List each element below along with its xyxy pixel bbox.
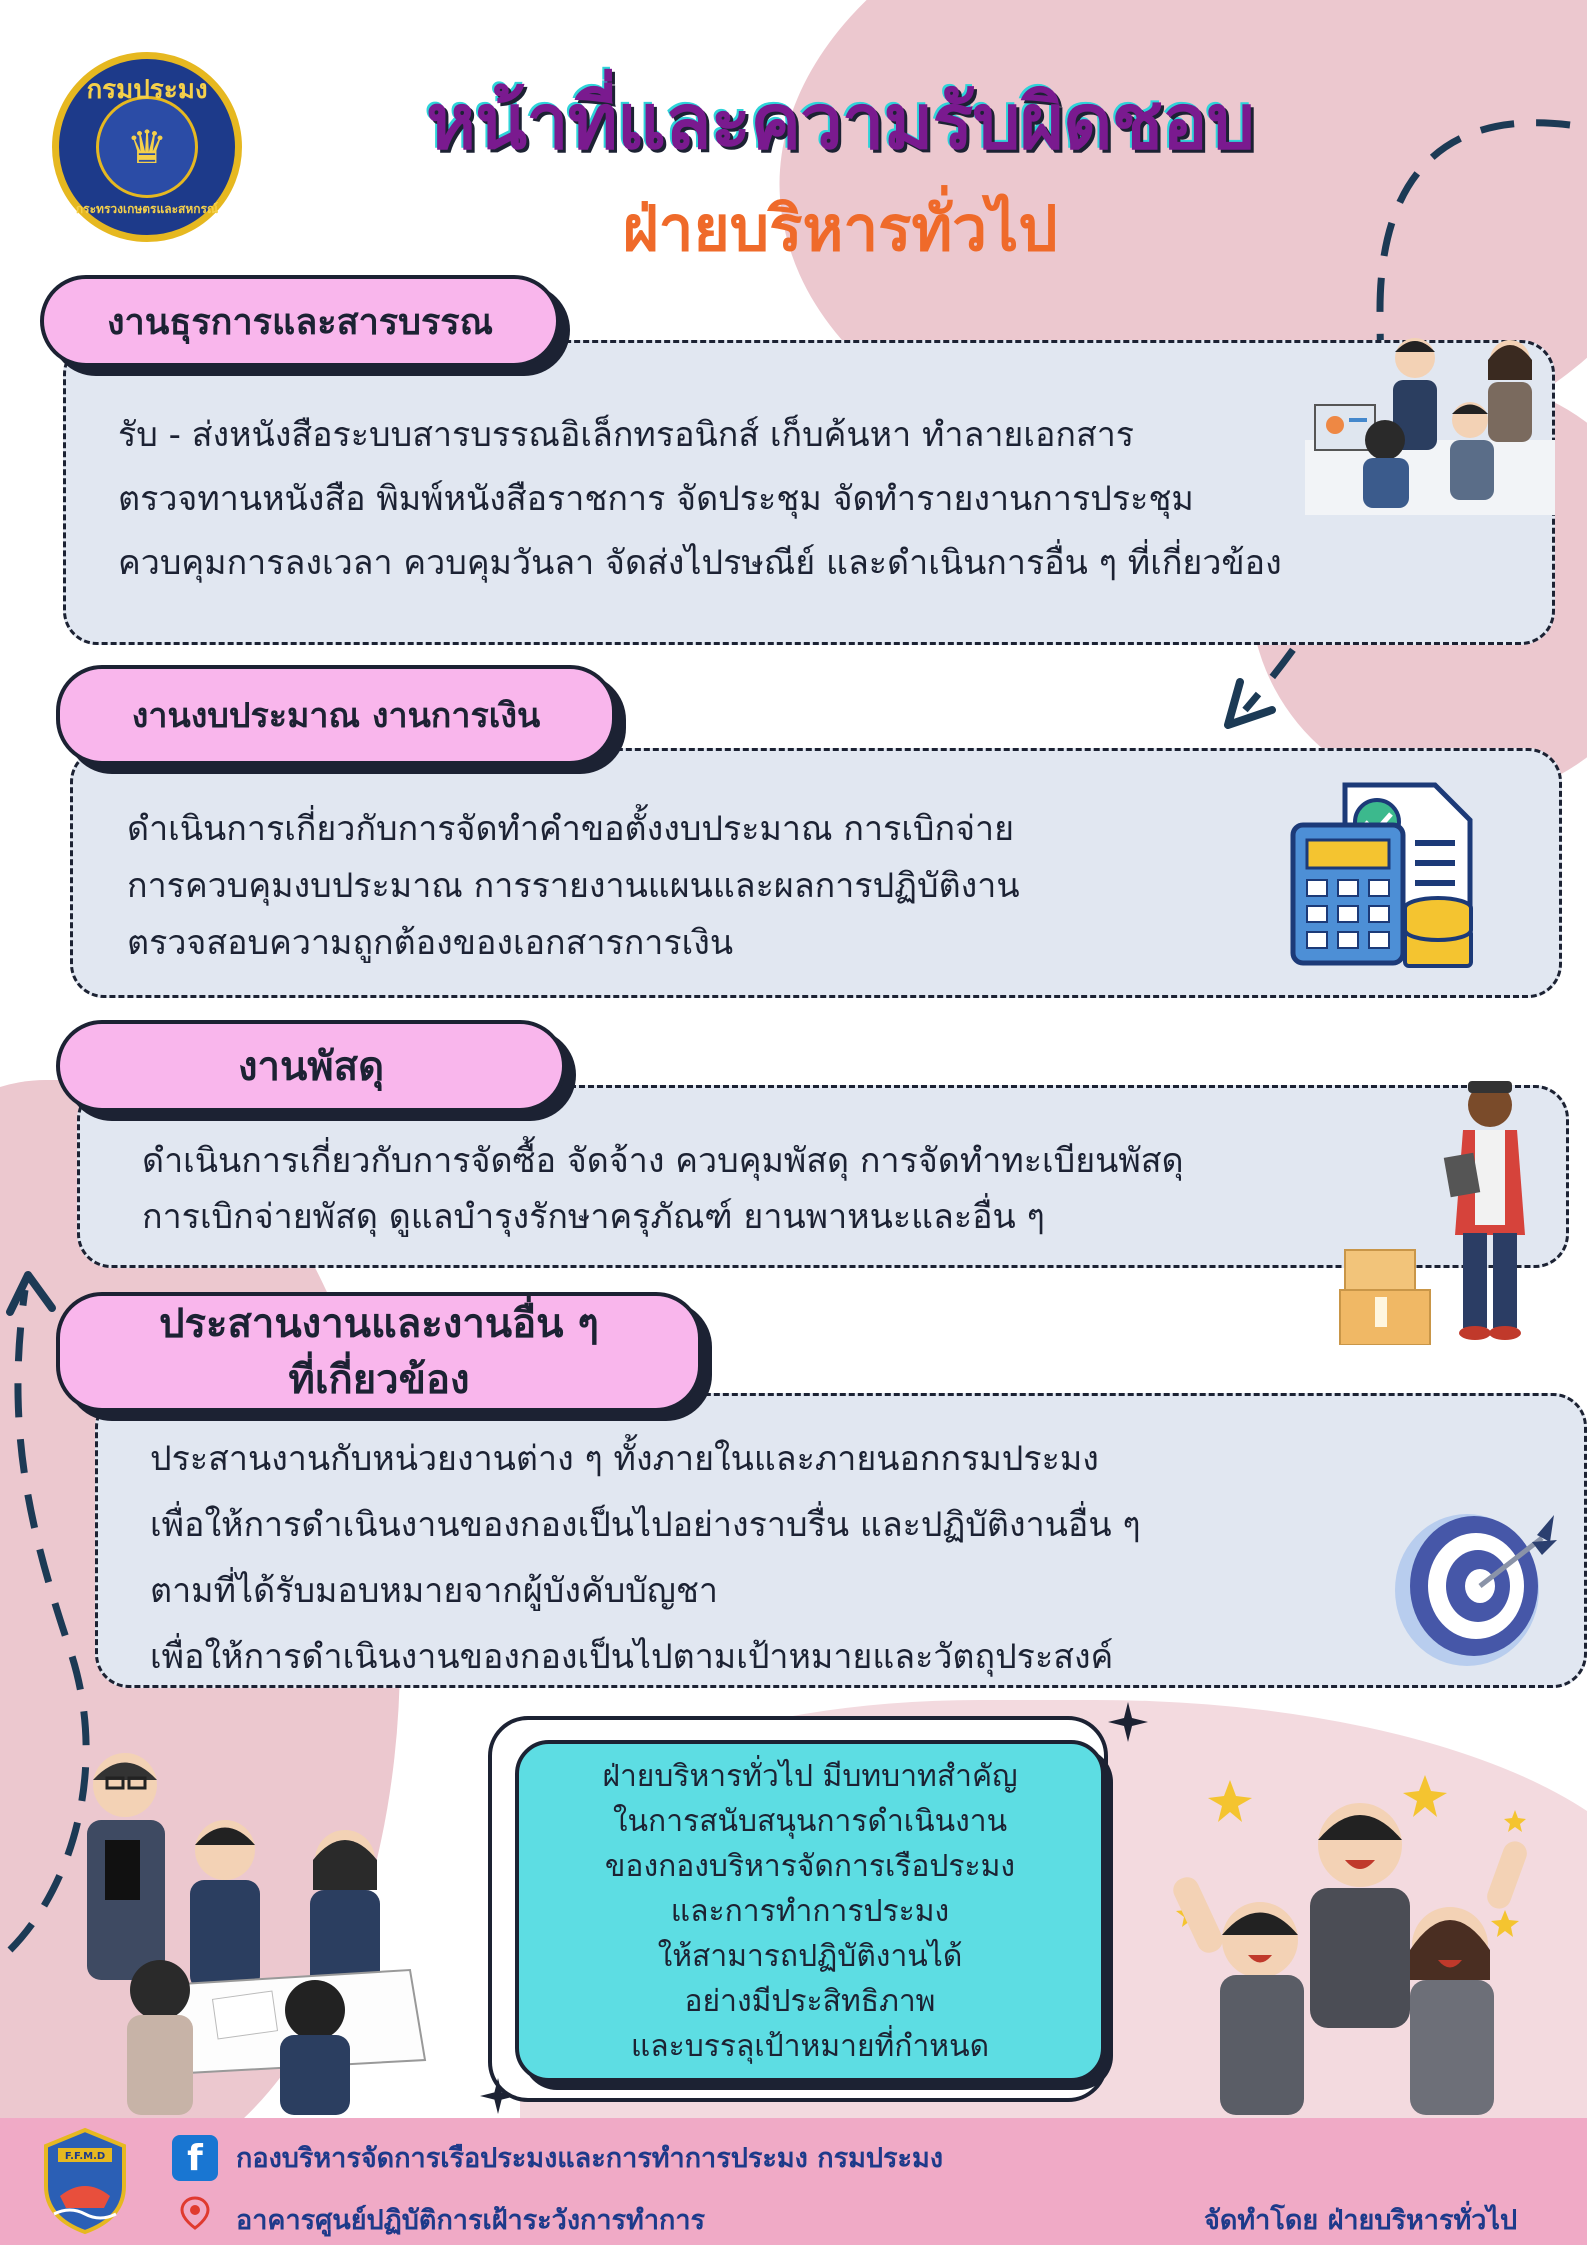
section-line: ตรวจสอบความถูกต้องของเอกสารการเงิน [127,923,734,963]
section-tag-budget: งานงบประมาณ งานการเงิน [56,665,616,765]
section-line: ดำเนินการเกี่ยวกับการจัดทำคำขอตั้งงบประมาณ การเบิกจ่าย [127,809,1015,849]
celebrating-people-icon [1170,1770,1530,2115]
sparkle-icon [1108,1702,1148,1742]
meeting-people-icon [55,1740,435,2115]
section-line: ประสานงานกับหน่วยงานต่าง ๆ ทั้งภายในและภายนอกกรมประมง [150,1439,1099,1479]
section-tag-supplies: งานพัสดุ [56,1020,566,1112]
section-line: เพื่อให้การดำเนินงานของกองเป็นไปอย่างราบรื่น และปฏิบัติงานอื่น ๆ [150,1505,1141,1545]
summary-line: ให้สามารถปฏิบัติงานได้ [657,1938,963,1974]
section-line: ตรวจทานหนังสือ พิมพ์หนังสือราชการ จัดประชุม จัดทำรายงานการประชุม [118,479,1194,519]
target-arrow-icon [1392,1500,1557,1670]
calculator-document-icon [1285,780,1480,970]
summary-line: ในการสนับสนุนการดำเนินงาน [612,1803,1008,1839]
logo-emblem-icon: ♛ [96,96,198,198]
footer-bar [0,2118,1587,2245]
summary-line: ของกองบริหารจัดการเรือประมง [604,1848,1016,1884]
section-panel-coordination [95,1393,1587,1688]
location-pin-icon [178,2196,212,2230]
section-tag-admin: งานธุรการและสารบรรณ [40,275,560,367]
summary-line: และบรรลุเป้าหมายที่กำหนด [630,2028,990,2064]
logo-bottom-text: กระทรวงเกษตรและสหกรณ์ [75,202,219,216]
section-line: ควบคุมการลงเวลา ควบคุมวันลา จัดส่งไปรษณีย์ และดำเนินการอื่น ๆ ที่เกี่ยวข้อง [118,543,1282,583]
section-tag-line: ประสานงานและงานอื่น ๆ [159,1301,599,1347]
section-line: เพื่อให้การดำเนินงานของกองเป็นไปตามเป้าหมายและวัตถุประสงค์ [150,1637,1114,1677]
page-title: หน้าที่และความรับผิดชอบ [426,77,1254,166]
facebook-icon[interactable]: f [172,2135,218,2181]
ffmd-logo [40,2126,130,2236]
summary-note [515,1740,1105,2082]
logo-ring-text: กรมประมง [86,75,208,105]
section-line: รับ - ส่งหนังสือระบบสารบรรณอิเล็กทรอนิกส์ เก็บค้นหา ทำลายเอกสาร [118,415,1135,455]
section-line: ตามที่ได้รับมอบหมายจากผู้บังคับบัญชา [150,1571,719,1611]
page-subtitle: ฝ่ายบริหารทั่วไป [622,192,1058,265]
summary-line: ฝ่ายบริหารทั่วไป มีบทบาทสำคัญ [602,1758,1018,1794]
section-line: การเบิกจ่ายพัสดุ ดูแลบำรุงรักษาครุภัณฑ์ ยานพาหนะและอื่น ๆ [142,1197,1045,1237]
section-line: ดำเนินการเกี่ยวกับการจัดซื้อ จัดจ้าง ควบคุมพัสดุ การจัดทำทะเบียนพัสดุ [142,1141,1184,1181]
office-team-icon [1305,330,1555,515]
sparkle-icon [480,2078,516,2114]
delivery-worker-icon [1335,1075,1545,1345]
ffmd-logo-text: F.F.M.D [64,2151,106,2162]
credit-text: จัดทำโดย ฝ่ายบริหารทั่วไป [1204,2205,1518,2236]
section-tag-line: ที่เกี่ยวข้อง [288,1357,470,1403]
facebook-page-name: กองบริหารจัดการเรือประมงและการทำการประมง กรมประมง [236,2143,944,2174]
section-line: การควบคุมงบประมาณ การรายงานแผนและผลการปฏิบัติงาน [127,866,1020,906]
address-text: อาคารศูนย์ปฏิบัติการเฝ้าระวังการทำการ [236,2205,706,2236]
section-tag-coordination [56,1292,702,1412]
summary-line: อย่างมีประสิทธิภาพ [684,1983,936,2019]
fisheries-department-logo [52,52,242,242]
summary-line: และการทำการประมง [670,1893,950,1929]
